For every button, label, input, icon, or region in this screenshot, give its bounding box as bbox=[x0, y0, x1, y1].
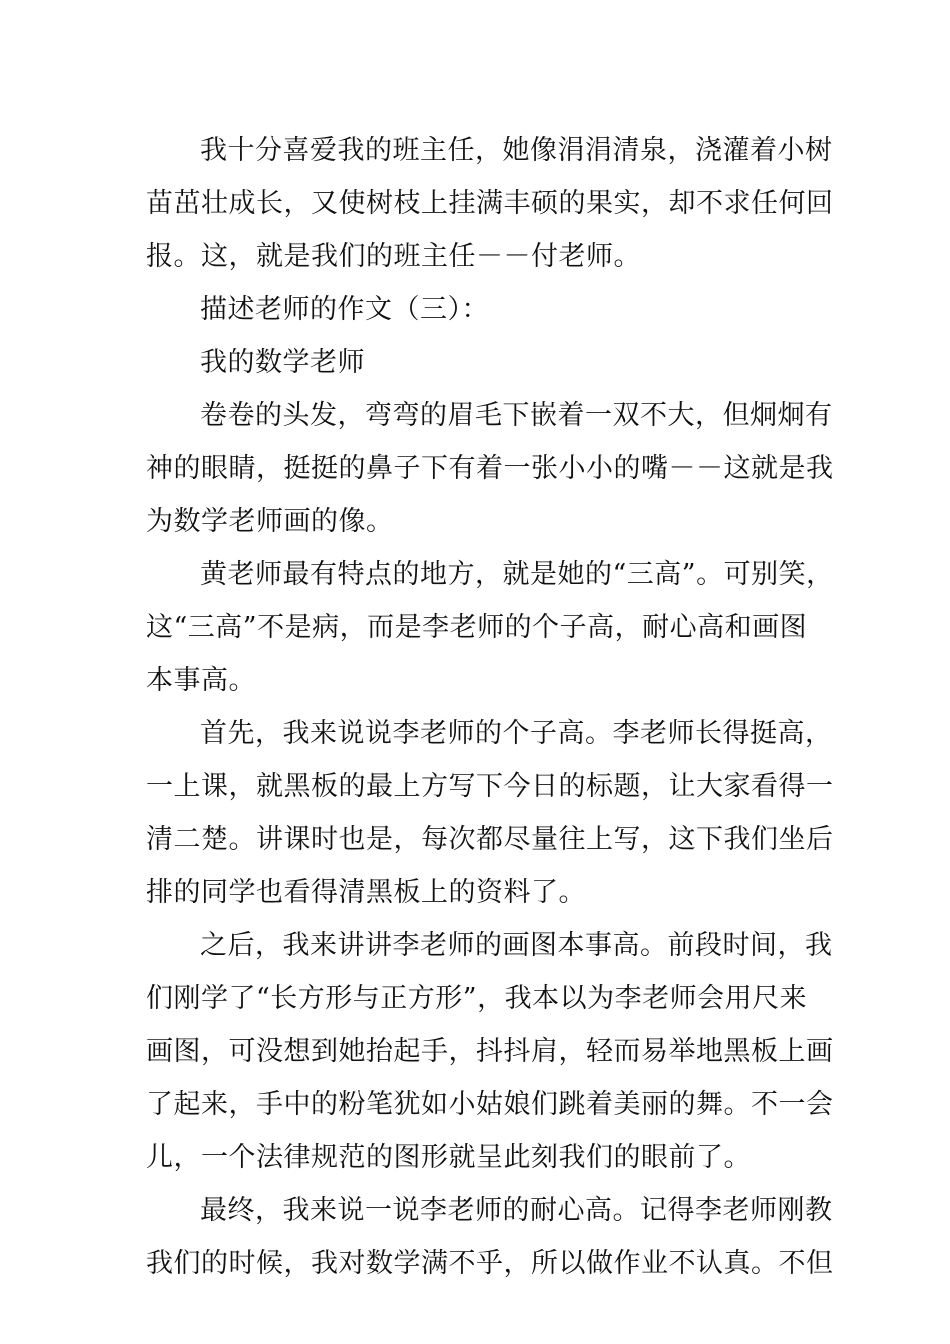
text-line: 我的数学老师 bbox=[200, 347, 365, 378]
text-line: 这“三高”不是病，而是李老师的个子高，耐心高和画图 bbox=[146, 612, 808, 643]
text-line: 之后，我来讲讲李老师的画图本事高。前段时间，我 bbox=[200, 930, 833, 961]
text-line: 们刚学了“长方形与正方形”，我本以为李老师会用尺来 bbox=[146, 983, 808, 1014]
text-line: 画图，可没想到她抬起手，抖抖肩，轻而易举地黑板上画 bbox=[146, 1036, 834, 1067]
text-line: 神的眼睛，挺挺的鼻子下有着一张小小的嘴－－这就是我 bbox=[146, 453, 834, 484]
paragraph bbox=[146, 124, 834, 283]
text-line: 首先，我来说说李老师的个子高。李老师长得挺高， bbox=[200, 718, 833, 749]
paragraph bbox=[146, 1184, 834, 1290]
text-line: 排的同学也看得清黑板上的资料了。 bbox=[146, 877, 586, 908]
paragraph bbox=[146, 548, 834, 707]
paragraph bbox=[146, 919, 834, 1184]
text-line: 最终，我来说一说李老师的耐心高。记得李老师刚教 bbox=[200, 1195, 833, 1226]
text-line: 我十分喜爱我的班主任，她像涓涓清泉，浇灌着小树 bbox=[200, 135, 833, 166]
text-line: 报。这，就是我们的班主任－－付老师。 bbox=[146, 241, 641, 272]
text-line: 清二楚。讲课时也是，每次都尽量往上写，这下我们坐后 bbox=[146, 824, 834, 855]
text-line: 我们的时候，我对数学满不乎，所以做作业不认真。不但 bbox=[146, 1248, 834, 1279]
text-line: 苗茁壮成长，又使树枝上挂满丰硕的果实，却不求任何回 bbox=[146, 188, 834, 219]
document-body bbox=[146, 124, 834, 1290]
text-line: 本事高。 bbox=[146, 665, 256, 696]
text-line: 描述老师的作文（三）： bbox=[200, 294, 489, 325]
text-line: 了起来，手中的粉笔犹如小姑娘们跳着美丽的舞。不一会 bbox=[146, 1089, 834, 1120]
paragraph bbox=[146, 389, 834, 548]
paragraph bbox=[146, 707, 834, 919]
essay-title bbox=[146, 336, 814, 389]
text-line: 一上课，就黑板的最上方写下今日的标题，让大家看得一 bbox=[146, 771, 834, 802]
text-line: 黄老师最有特点的地方，就是她的“三高”。可别笑， bbox=[200, 559, 834, 590]
text-line: 儿，一个法律规范的图形就呈此刻我们的眼前了。 bbox=[146, 1142, 751, 1173]
text-line: 卷卷的头发，弯弯的眉毛下嵌着一双不大，但炯炯有 bbox=[200, 400, 833, 431]
text-line: 为数学老师画的像。 bbox=[146, 506, 394, 537]
section-heading bbox=[146, 283, 814, 336]
